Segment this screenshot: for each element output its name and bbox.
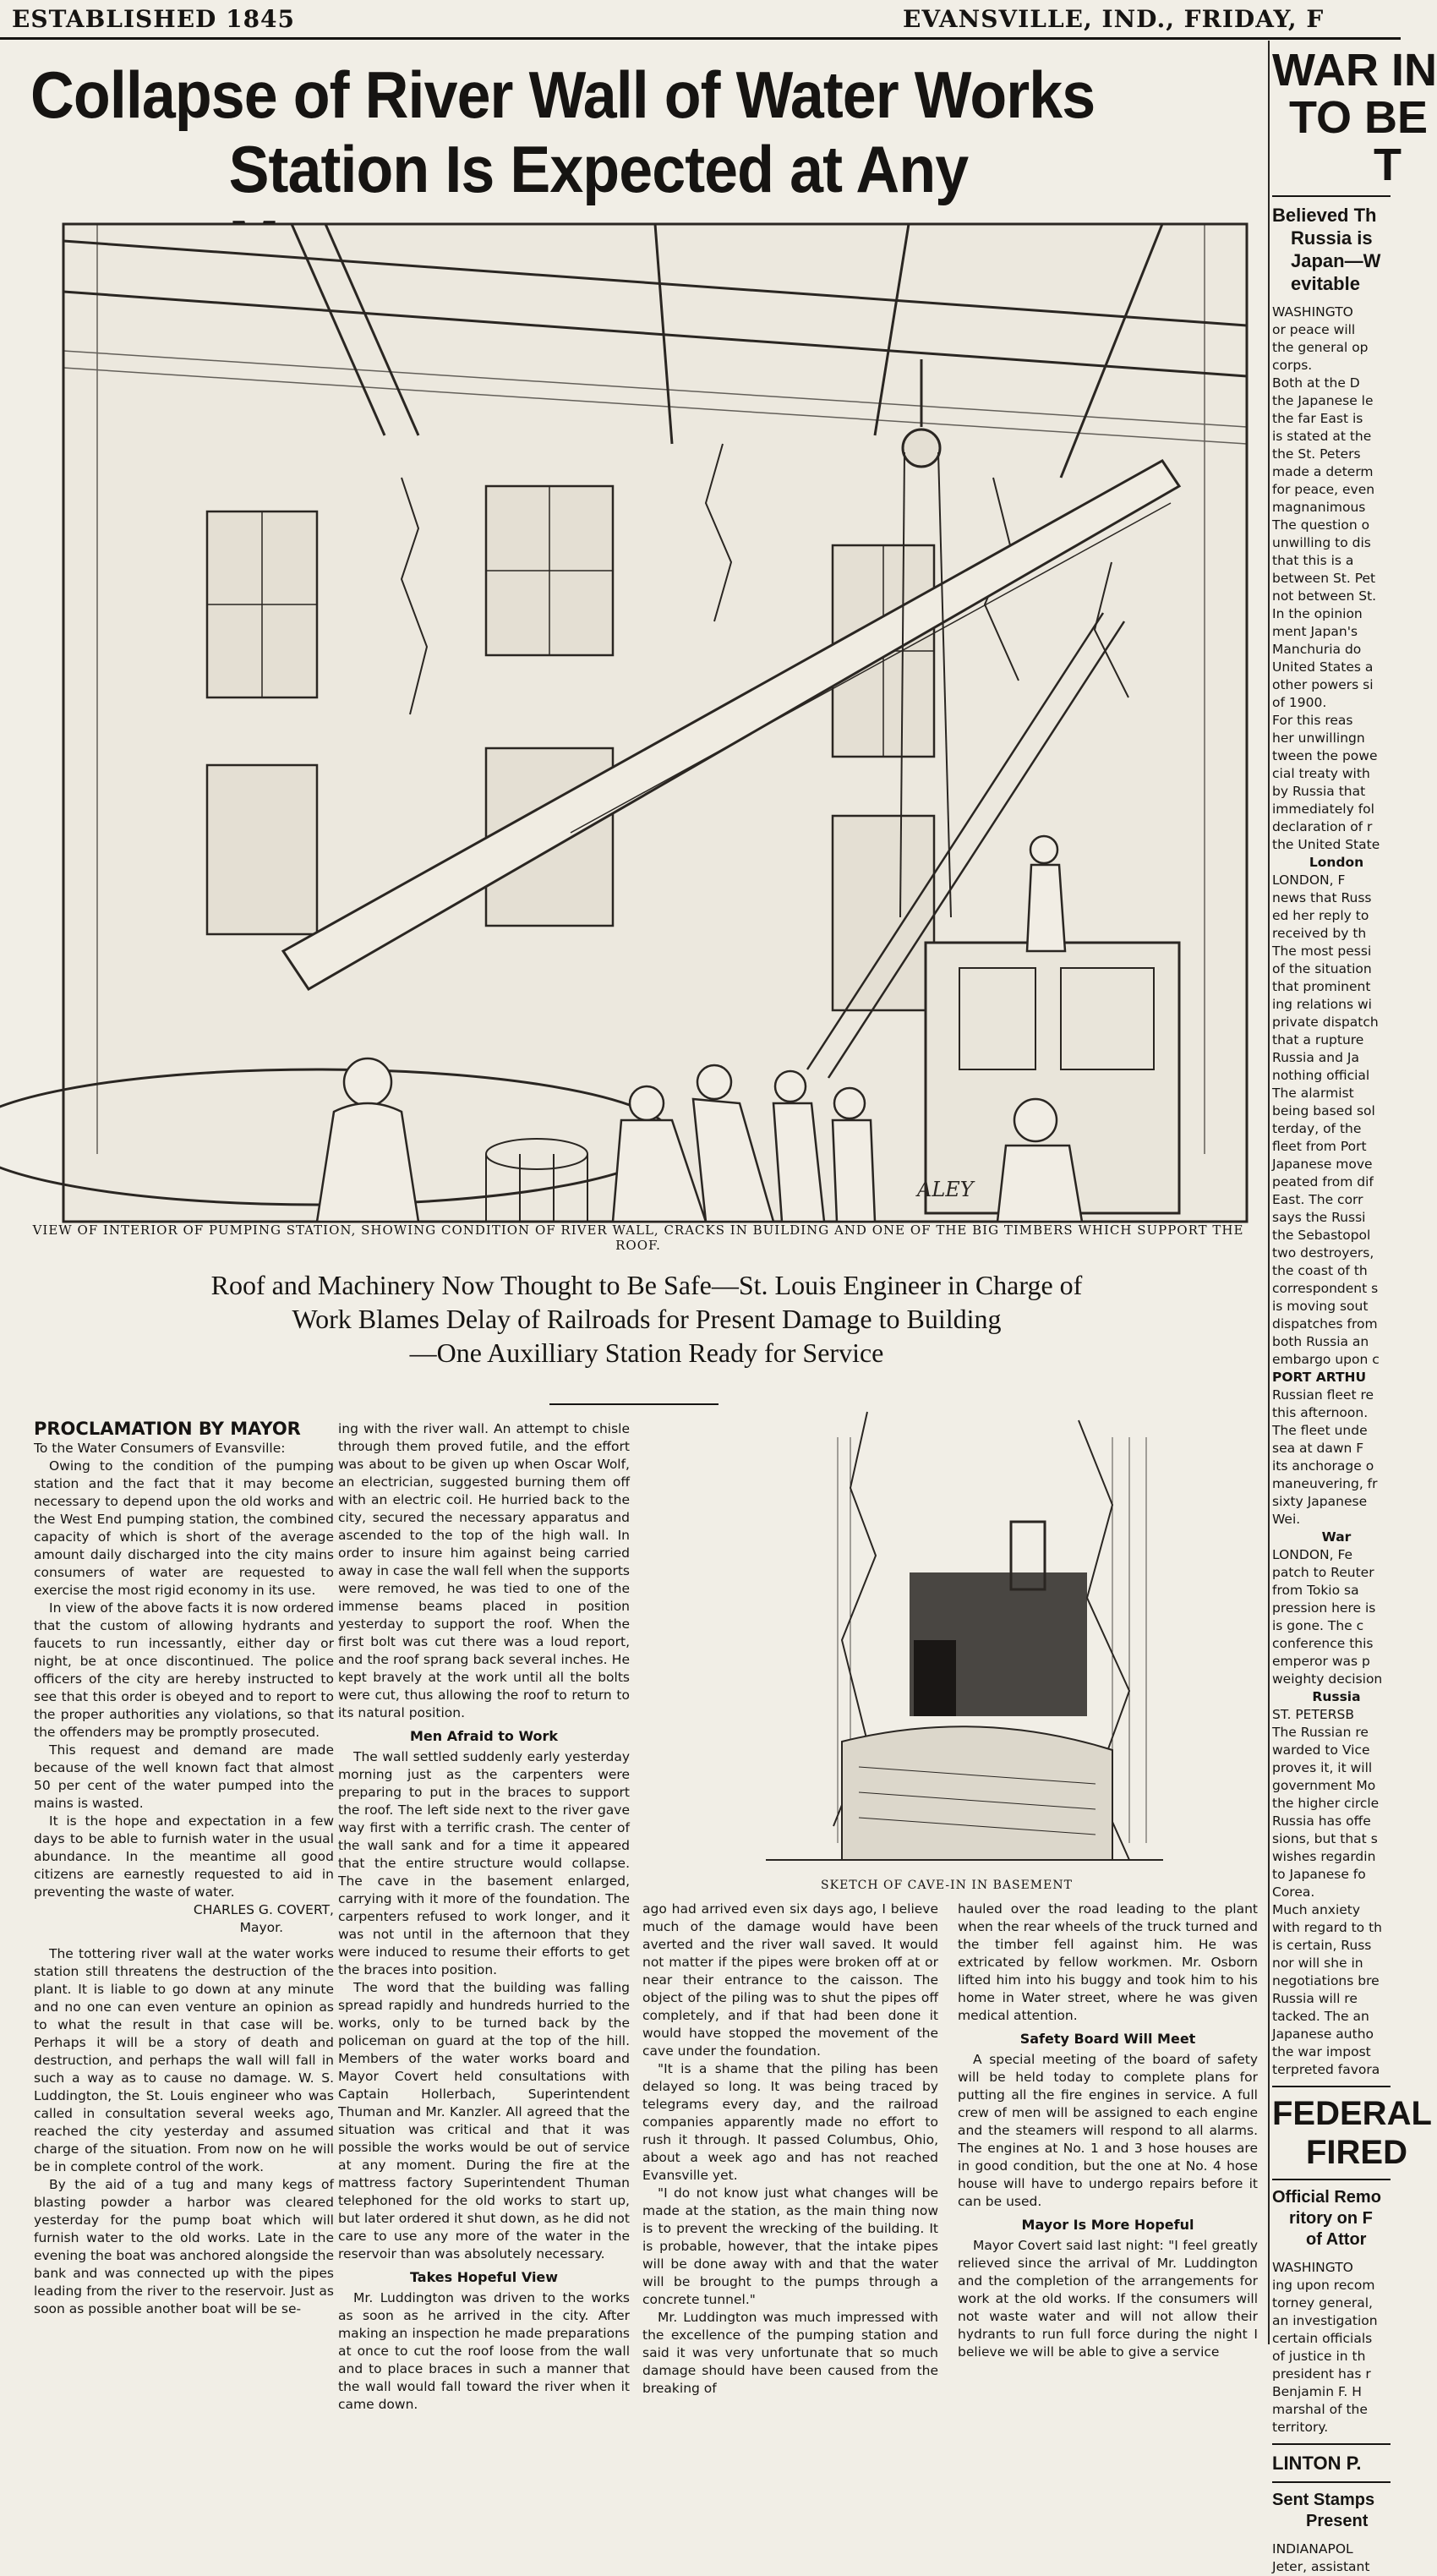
war-subhead: War xyxy=(1321,1529,1352,1545)
war-sub-story-text xyxy=(1272,1546,1401,1688)
right-column-text-line: the Japanese le xyxy=(1272,393,1374,408)
right-column-text-line: private dispatch xyxy=(1272,1015,1379,1030)
headline-line-1: Collapse of River Wall of Water Works xyxy=(30,57,1096,132)
right-column-text-line: WASHINGTO xyxy=(1272,304,1353,320)
right-column-text-line: the higher circle xyxy=(1272,1796,1380,1811)
right-column-text-line: Russia and Ja xyxy=(1272,1050,1359,1065)
right-column-text-line: East. The corr xyxy=(1272,1192,1363,1207)
proclamation-signature-title: Mayor. xyxy=(239,1920,283,1935)
story-paragraph: The wall settled suddenly early yesterday morning just as the carpenters were preparing to put in the braces to support the roof. The left side next to the river gave way first with a terrific crash. The center of the wall sank and for a time it appeared that the entire structure would collapse. The cave in the basement enlarged, carrying with it more of the foundation. The carpenters refused to work longer, and it was not until in the afternoon that they were induced to resume their efforts to get the braces into position. xyxy=(338,1749,630,1977)
right-column-text-line: wishes regardin xyxy=(1272,1849,1376,1864)
right-column-text-line: ed her reply to xyxy=(1272,908,1369,923)
right-column-text-line: or peace will xyxy=(1272,322,1356,337)
story-paragraph: ago had arrived even six days ago, I believe much of the damage would have been averted and the river wall saved. It would not matter if the pipes were broken off at or near their entrance to the caisson. The object of the piling was to shut the pipes off completely, and if that had been done it would have stopped the movement of the cave under the foundation. xyxy=(642,1901,938,2059)
right-column-text-line: from Tokio sa xyxy=(1272,1583,1359,1598)
right-column-text-line: two destroyers, xyxy=(1272,1245,1374,1261)
right-column-text-line: made a determ xyxy=(1272,464,1374,479)
stamps-deck-line: Present xyxy=(1306,2512,1369,2530)
right-column-text-line: correspondent s xyxy=(1272,1281,1379,1296)
story-paragraph: The word that the building was falling spread rapidly and hundreds hurried to the works, only to be turned back by the policeman on guard at the top of the hill. Members of the water works board and Mayor Covert held consultations with Captain Hollerbach, Superintendent Thuman and Mr. Kanzler. All agreed that the situation was critical and that it was possible the works would be out of service at any moment. During the fire at the mattress factory Superintendent Thuman telephoned for the old works to start up, but later ordered it shut down, as he did not care to use any more of the water in the reservoir than was absolutely necessary. xyxy=(338,1980,630,2262)
right-column-text-line: the general op xyxy=(1272,340,1369,355)
right-column-text-line: Russian fleet re xyxy=(1272,1387,1374,1403)
right-column-text-line: this afternoon. xyxy=(1272,1405,1369,1420)
right-column-text-line: The alarmist xyxy=(1272,1086,1354,1101)
story-paragraph: ing with the river wall. An attempt to chisle through them proved futile, and the effort was about to be given up when Oscar Wolf, an electrician, suggested burning them off with an electric coil. He hurried back to the city, secured the necessary apparatus and ascended to the top of the high wall. In order to insure him against being carried away in case the wall fell when the supports were removed, he was tied to one of the immense beams placed in position yesterday to support the roof. When the first bolt was cut there was a loud report, and the roof sprang back several inches. He kept bravely at the work until all the bolts were cut, thus allowing the roof to return to its natural position. xyxy=(338,1421,630,1720)
war-deck-line: Russia is xyxy=(1291,227,1373,249)
proclamation-salutation: To the Water Consumers of Evansville: xyxy=(34,1441,286,1456)
subhead-hopeful-view: Takes Hopeful View xyxy=(409,2269,559,2285)
right-column-text-line: sixty Japanese xyxy=(1272,1494,1368,1509)
right-column-text-line: immediately fol xyxy=(1272,801,1374,817)
right-column-text-line: certain officials xyxy=(1272,2331,1373,2346)
right-column-text-line: The Russian re xyxy=(1272,1725,1369,1740)
right-column-text-line: weighty decision xyxy=(1272,1671,1383,1687)
right-column-text-line: Benjamin F. H xyxy=(1272,2384,1362,2399)
subhead-men-afraid: Men Afraid to Work xyxy=(409,1728,559,1744)
pumping-station-illustration xyxy=(63,224,1247,1222)
right-column-text-line: LONDON, Fe xyxy=(1272,1547,1353,1562)
proclamation-paragraph: This request and demand are made because of the well known fact that almost 50 per cent of the water pumped into the mains is wasted. xyxy=(34,1742,334,1811)
right-column-text-line: is stated at the xyxy=(1272,429,1372,444)
russia-story-text xyxy=(1272,1706,1401,2079)
right-column-text-line: terpreted favora xyxy=(1272,2062,1380,2077)
right-column-text-line: Jeter, assistant xyxy=(1272,2559,1370,2574)
federal-deck-line: ritory on F xyxy=(1289,2209,1373,2228)
right-column-text-line: cial treaty with xyxy=(1272,766,1370,781)
right-column-text-line: Corea. xyxy=(1272,1884,1315,1900)
right-column-text-line: the war impost xyxy=(1272,2044,1371,2059)
right-column xyxy=(1272,45,1437,2574)
right-column-text-line: The fleet unde xyxy=(1272,1423,1368,1438)
right-column-text-line: pression here is xyxy=(1272,1600,1376,1616)
right-column-text-line: the coast of th xyxy=(1272,1263,1368,1278)
right-column-rule xyxy=(1272,2443,1391,2445)
masthead-established: ESTABLISHED 1845 xyxy=(12,5,296,33)
right-column-text-line: marshal of the xyxy=(1272,2402,1368,2417)
masthead-dateline: EVANSVILLE, IND., FRIDAY, F xyxy=(903,5,1325,33)
right-column-rule xyxy=(1272,2481,1391,2483)
right-column-text-line: tween the powe xyxy=(1272,748,1378,763)
london-subhead: London xyxy=(1309,855,1364,870)
right-column-text-line: emperor was p xyxy=(1272,1654,1370,1669)
right-column-text-line: its anchorage o xyxy=(1272,1458,1374,1474)
right-column-text-line: of 1900. xyxy=(1272,695,1327,710)
right-column-text-line: declaration of r xyxy=(1272,819,1373,834)
story-paragraph: A special meeting of the board of safety will be held today to complete plans for putting all the fire engines in service. A full crew of men will be assigned to each engine and the steamers will respond to all alarms. The engines at No. 1 and 3 hose houses are in good condition, but the one at No. 4 hose house will have to undergo repairs before it can be used. xyxy=(958,2052,1258,2209)
right-column-text-line: warded to Vice xyxy=(1272,1742,1370,1758)
story-paragraph: By the aid of a tug and many kegs of blasting powder a harbor was cleared yesterday for the pump boat which will furnish water to the old works. Late in the evening the boat was anchored alongside the bank and was connected up with the pipes leading from the river to the reservoir. Just as soon as possible another boat will be se- xyxy=(34,2177,334,2316)
right-column-text-line: for peace, even xyxy=(1272,482,1375,497)
headline-line-2: Station Is Expected at Any xyxy=(228,132,969,206)
proclamation-paragraph: Owing to the condition of the pumping station and the fact that it may become necessary to depend upon the old works and the West End pumping station, the combined capacity of which is short of the average amount daily discharged into the city mains consumers of water are requested to exercise the most rigid economy in its use. xyxy=(34,1458,334,1598)
right-column-text-line: that prominent xyxy=(1272,979,1371,994)
proclamation-signature: CHARLES G. COVERT, xyxy=(193,1902,334,1917)
right-column-text-line: tacked. The an xyxy=(1272,2009,1369,2024)
war-headline-line: TO BE xyxy=(1289,92,1429,143)
right-column-text-line: conference this xyxy=(1272,1636,1374,1651)
war-headline-line: T xyxy=(1374,139,1401,190)
right-column-text-line: nor will she in xyxy=(1272,1955,1363,1971)
illustration-signature: ALEY xyxy=(917,1178,974,1201)
story-paragraph: The tottering river wall at the water works station still threatens the destruction of the plant. It is liable to go down at any minute and no one can even venture an opinion as to what the result in that case will be. Perhaps it will be a story of death and destruction, and perhaps the wall will fall in such a way as to cause no damage. W. S. Luddington, the St. Louis engineer who was called in consultation several weeks ago, reached the city yesterday and assumed charge of the situation. From now on he will be in complete control of the work. xyxy=(34,1946,334,2174)
right-column-text-line: sions, but that s xyxy=(1272,1831,1378,1846)
port-arthur-story-text xyxy=(1272,1386,1401,1529)
right-column-text-line: of justice in th xyxy=(1272,2349,1366,2364)
russia-subhead: Russia xyxy=(1312,1689,1361,1704)
right-column-text-line: corps. xyxy=(1272,358,1313,373)
masthead-rule xyxy=(0,37,1401,40)
right-column-text-line: Wei. xyxy=(1272,1512,1301,1527)
story-paragraph: Mr. Luddington was driven to the works as soon as he arrived in the city. After making an inspection he made preparations at once to cut the roof loose from the wall and to place braces in such a manner that the wall would fall toward the river when it came down. xyxy=(338,2290,630,2412)
right-column-text-line: negotiations bre xyxy=(1272,1973,1380,1988)
right-column-text-line: to Japanese fo xyxy=(1272,1867,1366,1882)
federal-story-text xyxy=(1272,2259,1401,2437)
right-column-text-line: Both at the D xyxy=(1272,375,1360,391)
war-deck-line: evitable xyxy=(1291,273,1360,294)
right-column-text-line: between St. Pet xyxy=(1272,571,1376,586)
column-2 xyxy=(338,1420,630,2414)
right-column-text-line: embargo upon c xyxy=(1272,1352,1380,1367)
story-paragraph: "It is a shame that the piling has been delayed so long. It was being traced by telegrams every day, and the railroad companies apparently made no effort to rush it through. It passed Columbus, Ohio, about a week ago and has not reached Evansville yet. xyxy=(642,2061,938,2183)
right-column-text-line: ing upon recom xyxy=(1272,2278,1375,2293)
column-divider xyxy=(1268,41,1270,2344)
right-column-text-line: INDIANAPOL xyxy=(1272,2541,1353,2557)
war-story-text xyxy=(1272,304,1401,854)
london-story-text xyxy=(1272,872,1401,1369)
stamps-deck-line: Sent Stamps xyxy=(1272,2491,1375,2509)
right-column-text-line: says the Russi xyxy=(1272,1210,1366,1225)
federal-headline-line: FIRED xyxy=(1306,2134,1407,2171)
right-column-text-line: patch to Reuter xyxy=(1272,1565,1374,1580)
right-column-text-line: Japanese autho xyxy=(1272,2026,1374,2042)
right-column-text-line: not between St. xyxy=(1272,588,1377,604)
column-1 xyxy=(34,1420,334,2318)
right-column-text-line: her unwillingn xyxy=(1272,730,1365,746)
story-paragraph: hauled over the road leading to the plant when the rear wheels of the truck turned and the timber fell against him. He was extricated by fellow workmen. Mr. Osborn lifted him into his buggy and took him to his home in Water street, where he was given medical attention. xyxy=(958,1901,1258,2023)
right-column-text-line: ST. PETERSB xyxy=(1272,1707,1354,1722)
subheadline-line-2: Work Blames Delay of Railroads for Present Damage to Building xyxy=(292,1304,1002,1334)
right-column-text-line: Russia has offe xyxy=(1272,1813,1371,1829)
right-column-text-line: both Russia an xyxy=(1272,1334,1369,1349)
illustration-caption: VIEW OF INTERIOR OF PUMPING STATION, SHOWING CONDITION OF RIVER WALL, CRACKS IN BUILDING AND ONE OF THE BIG TIMBERS WHICH SUPPORT THE ROOF. xyxy=(32,1222,1244,1253)
right-column-text-line: ing relations wi xyxy=(1272,997,1372,1012)
federal-headline-line: FEDERAL xyxy=(1272,2095,1432,2132)
basement-cave-in-sketch xyxy=(639,1386,1256,1877)
right-column-text-line: the Sebastopol xyxy=(1272,1228,1371,1243)
subhead-mayor-hopeful: Mayor Is More Hopeful xyxy=(1021,2217,1194,2233)
right-column-text-line: by Russia that xyxy=(1272,784,1366,799)
right-column-text-line: In the opinion xyxy=(1272,606,1363,621)
port-arthur-dateline: PORT ARTHU xyxy=(1272,1370,1367,1385)
right-column-text-line: magnanimous xyxy=(1272,500,1366,515)
column-4 xyxy=(958,1901,1258,2361)
war-deck-line: Japan—W xyxy=(1291,250,1381,271)
right-column-text-line: being based sol xyxy=(1272,1103,1375,1118)
right-column-text-line: government Mo xyxy=(1272,1778,1376,1793)
right-column-text-line: is certain, Russ xyxy=(1272,1938,1372,1953)
right-column-text-line: peated from dif xyxy=(1272,1174,1374,1190)
right-column-text-line: news that Russ xyxy=(1272,890,1372,905)
story-paragraph: "I do not know just what changes will be made at the station, as the main thing now is to prevent the wrecking of the building. It is probable, however, that the intake pipes will be done away with and that the water will be brought to the pumps through a concrete tunnel." xyxy=(642,2185,938,2307)
right-column-text-line: United States a xyxy=(1272,659,1374,675)
proclamation-paragraph: In view of the above facts it is now ordered that the custom of allowing hydrants and faucets to run incessantly, either day or night, be at once discontinued. The police officers of the city are hereby instructed to see that this order is obeyed and to report to the proper authorities any violations, so that the offenders may be promptly prosecuted. xyxy=(34,1600,334,1740)
right-column-text-line: Russia will re xyxy=(1272,1991,1358,2006)
right-column-text-line: torney general, xyxy=(1272,2295,1373,2311)
proclamation-title: PROCLAMATION BY MAYOR xyxy=(34,1419,301,1439)
right-column-text-line: is gone. The c xyxy=(1272,1618,1364,1633)
right-column-rule xyxy=(1272,2179,1391,2180)
subheadline-line-3: —One Auxilliary Station Ready for Service xyxy=(409,1337,884,1368)
right-column-text-line: that a rupture xyxy=(1272,1032,1364,1047)
stamps-story-text xyxy=(1272,2540,1401,2576)
federal-deck-line: Official Remo xyxy=(1272,2188,1381,2207)
right-column-text-line: terday, of the xyxy=(1272,1121,1362,1136)
right-column-text-line: Manchuria do xyxy=(1272,642,1362,657)
right-column-text-line: sea at dawn F xyxy=(1272,1441,1364,1456)
right-column-text-line: the far East is xyxy=(1272,411,1363,426)
column-3 xyxy=(642,1901,938,2398)
right-column-text-line: fleet from Port xyxy=(1272,1139,1367,1154)
right-column-rule xyxy=(1272,2086,1391,2087)
right-column-text-line: is moving sout xyxy=(1272,1299,1369,1314)
sketch-caption: SKETCH OF CAVE-IN IN BASEMENT xyxy=(821,1879,1073,1892)
right-column-text-line: nothing official xyxy=(1272,1068,1370,1083)
subhead-safety-board: Safety Board Will Meet xyxy=(1019,2031,1196,2047)
right-column-text-line: dispatches from xyxy=(1272,1316,1378,1332)
right-column-text-line: maneuvering, fr xyxy=(1272,1476,1378,1491)
right-column-text-line: For this reas xyxy=(1272,713,1353,728)
right-column-text-line: other powers si xyxy=(1272,677,1374,692)
right-column-text-line: that this is a xyxy=(1272,553,1354,568)
right-column-text-line: proves it, it will xyxy=(1272,1760,1373,1775)
right-column-text-line: The question o xyxy=(1272,517,1370,533)
war-headline-line: WAR IN xyxy=(1272,45,1437,96)
right-column-text-line: territory. xyxy=(1272,2420,1329,2435)
war-deck-line: Believed Th xyxy=(1272,205,1377,226)
right-column-text-line: president has r xyxy=(1272,2366,1371,2382)
right-column-text-line: with regard to th xyxy=(1272,1920,1382,1935)
right-column-text-line: the St. Peters xyxy=(1272,446,1361,462)
right-column-text-line: unwilling to dis xyxy=(1272,535,1371,550)
right-column-rule xyxy=(1272,195,1391,197)
right-column-text-line: an investigation xyxy=(1272,2313,1378,2328)
story-paragraph: Mayor Covert said last night: "I feel greatly relieved since the arrival of Mr. Luddington and the completion of the arrangements for work at the old works. If the consumers will not waste water and will not allow their hydrants to run full force during the night I believe we will be able to give a service xyxy=(958,2238,1258,2360)
right-column-text-line: received by th xyxy=(1272,926,1367,941)
subheadline-line-1: Roof and Machinery Now Thought to Be Safe—St. Louis Engineer in Charge of xyxy=(210,1270,1083,1300)
right-column-text-line: The most pessi xyxy=(1272,943,1372,959)
story-paragraph: Mr. Luddington was much impressed with the excellence of the pumping station and said it was very unfortunate that so much damage should have been caused from the breaking of xyxy=(642,2310,938,2396)
right-column-text-line: Japanese move xyxy=(1272,1157,1373,1172)
federal-deck-line: of Attor xyxy=(1306,2230,1367,2249)
linton-headline: LINTON P. xyxy=(1272,2453,1362,2474)
right-column-text-line: the United State xyxy=(1272,837,1380,852)
right-column-text-line: of the situation xyxy=(1272,961,1372,976)
right-column-text-line: LONDON, F xyxy=(1272,872,1346,888)
proclamation-paragraph: It is the hope and expectation in a few days to be able to furnish water in the usual abundance. In the meantime all good citizens are earnestly requested to aid in preventing the waste of water. xyxy=(34,1813,334,1900)
right-column-text-line: WASHINGTO xyxy=(1272,2260,1353,2275)
right-column-text-line: Much anxiety xyxy=(1272,1902,1361,1917)
right-column-text-line: ment Japan's xyxy=(1272,624,1358,639)
subheadline xyxy=(25,1268,1268,1370)
